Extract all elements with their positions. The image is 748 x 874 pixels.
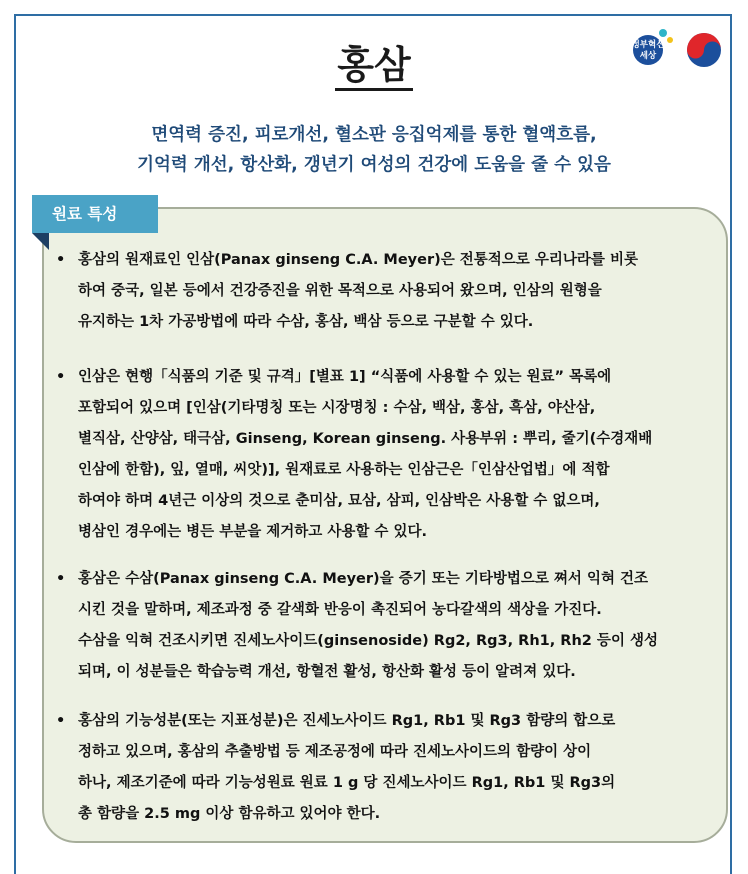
paragraph-line: 하여 중국, 일본 등에서 건강증진을 위한 목적으로 사용되어 왔으며, 인삼의 원형을 — [78, 283, 602, 299]
paragraph-line: 되며, 이 성분들은 학습능력 개선, 항혈전 활성, 항산화 활성 등이 알려져 있다. — [78, 664, 576, 680]
paragraph-line: 하여야 하며 4년근 이상의 것으로 춘미삼, 묘삼, 삼피, 인삼박은 사용할 수 없으며, — [78, 493, 600, 509]
subtitle — [0, 120, 748, 180]
paragraph-line: 홍삼은 수삼(Panax ginseng C.A. Meyer)을 증기 또는 기타방법으로 쪄서 익혀 건조 — [78, 571, 649, 587]
paragraph-line: 정하고 있으며, 홍삼의 추출방법 등 제조공정에 따라 진세노사이드의 함량이 상이 — [78, 744, 592, 760]
bullet-icon: • — [56, 571, 66, 587]
subtitle-line: 면역력 증진, 피로개선, 혈소판 응집억제를 통한 혈액흐름, — [151, 125, 597, 145]
paragraph-line: 유지하는 1차 가공방법에 따라 수삼, 홍삼, 백삼 등으로 구분할 수 있다. — [78, 314, 534, 330]
paragraph-line: 홍삼의 기능성분(또는 지표성분)은 진세노사이드 Rg1, Rb1 및 Rg3 함량의 합으로 — [78, 713, 616, 729]
tab-fold — [32, 233, 49, 250]
paragraph-line: 하나, 제조기준에 따라 기능성원료 원료 1 g 당 진세노사이드 Rg1, Rb1 및 Rg3의 — [78, 775, 616, 791]
bullet-icon: • — [56, 252, 66, 268]
paragraph-2 — [56, 362, 686, 548]
paragraph-line: 홍삼의 원재료인 인삼(Panax ginseng C.A. Meyer)은 전통적으로 우리나라를 비롯 — [78, 252, 638, 268]
paragraph-line: 시킨 것을 말하며, 제조과정 중 갈색화 반응이 촉진되어 농다갈색의 색상을 가진다. — [78, 602, 602, 618]
subtitle-line: 기억력 개선, 항산화, 갱년기 여성의 건강에 도움을 줄 수 있음 — [137, 155, 611, 175]
logo-text-line2: 세상 — [639, 51, 657, 61]
paragraph-1 — [56, 245, 686, 338]
page-title: 홍삼 — [0, 34, 748, 89]
emblem-dot-yellow — [667, 37, 673, 43]
bullet-icon: • — [56, 713, 66, 729]
government-logo — [632, 26, 728, 76]
logo-text-line1: 정부혁신 — [632, 40, 665, 50]
paragraph-line: 수삼을 익혀 건조시키면 진세노사이드(ginsenoside) Rg2, Rg3, Rh1, Rh2 등이 생성 — [78, 633, 659, 649]
paragraph-3 — [56, 564, 686, 688]
taegeuk-icon — [687, 33, 721, 67]
bullet-icon: • — [56, 369, 66, 385]
paragraph-line: 인삼에 한함), 잎, 열매, 씨앗)], 원재료로 사용하는 인삼근은「인삼산업법」에 적합 — [78, 462, 610, 478]
paragraph-line: 포함되어 있으며 [인삼(기타명칭 또는 시장명칭 : 수삼, 백삼, 홍삼, 흑삼, 야산삼, — [78, 400, 596, 416]
paragraph-line: 총 함량을 2.5 mg 이상 함유하고 있어야 한다. — [78, 806, 381, 822]
paragraph-line: 병삼인 경우에는 병든 부분을 제거하고 사용할 수 있다. — [78, 524, 427, 540]
paragraph-line: 별직삼, 산양삼, 태극삼, Ginseng, Korean ginseng. 사용부위 : 뿌리, 줄기(수경재배 — [78, 431, 653, 447]
section-tab: 원료 특성 — [32, 195, 158, 233]
paragraph-4 — [56, 706, 686, 830]
paragraph-line: 인삼은 현행「식품의 기준 및 규격」[별표 1] “식품에 사용할 수 있는 원료” 목록에 — [78, 369, 612, 385]
emblem-dot-teal — [659, 29, 667, 37]
